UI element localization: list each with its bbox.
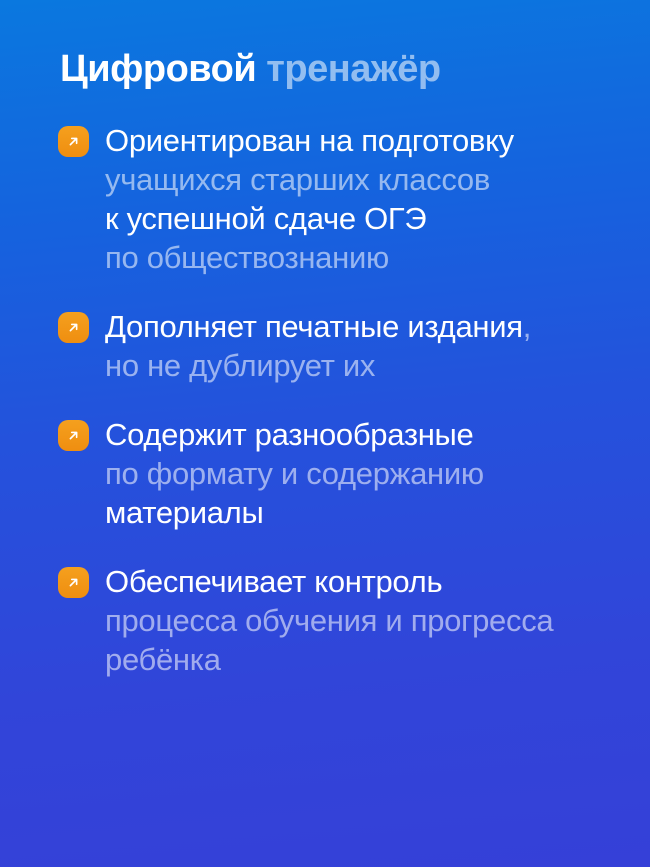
list-item-line: [105, 238, 514, 277]
text-segment: ребёнка: [105, 642, 221, 677]
list-item: [58, 121, 610, 277]
list-item-text: [105, 121, 514, 277]
list-item-line: [105, 121, 514, 160]
arrow-up-right-icon: [58, 312, 89, 343]
list-item-line: [105, 415, 484, 454]
text-segment: Ориентирован на подготовку: [105, 123, 514, 158]
list-item: [58, 562, 610, 679]
arrow-up-right-icon: [58, 126, 89, 157]
page-title: [60, 46, 610, 92]
arrow-up-right-icon: [58, 420, 89, 451]
text-segment: процесса обучения и прогресса: [105, 603, 554, 638]
list-item: [58, 415, 610, 532]
title-primary: Цифровой: [60, 48, 257, 90]
text-segment: материалы: [105, 495, 264, 530]
text-segment: по формату и содержанию: [105, 456, 484, 491]
list-item-line: [105, 454, 484, 493]
list-item-line: [105, 601, 553, 640]
list-item-line: [105, 160, 514, 199]
list-item-text: [105, 562, 553, 679]
bullet-list: [58, 121, 610, 679]
text-segment: но не дублирует их: [105, 348, 376, 383]
list-item-line: [105, 307, 531, 346]
list-item-text: [105, 307, 531, 385]
list-item-line: [105, 640, 553, 679]
list-item-line: [105, 562, 553, 601]
arrow-up-right-icon: [58, 567, 89, 598]
list-item-line: [105, 199, 514, 238]
text-segment: Дополняет печатные издания: [105, 309, 523, 344]
list-item: [58, 307, 610, 385]
text-segment: Обеспечивает контроль: [105, 564, 443, 599]
list-item-line: [105, 493, 484, 532]
list-item-text: [105, 415, 484, 532]
text-segment: к успешной сдаче ОГЭ: [105, 201, 427, 236]
text-segment: по обществознанию: [105, 240, 389, 275]
text-segment: ,: [522, 309, 532, 344]
list-item-line: [105, 346, 531, 385]
text-segment: учащихся старших классов: [105, 162, 490, 197]
title-secondary: тренажёр: [266, 48, 441, 90]
text-segment: Содержит разнообразные: [105, 417, 474, 452]
